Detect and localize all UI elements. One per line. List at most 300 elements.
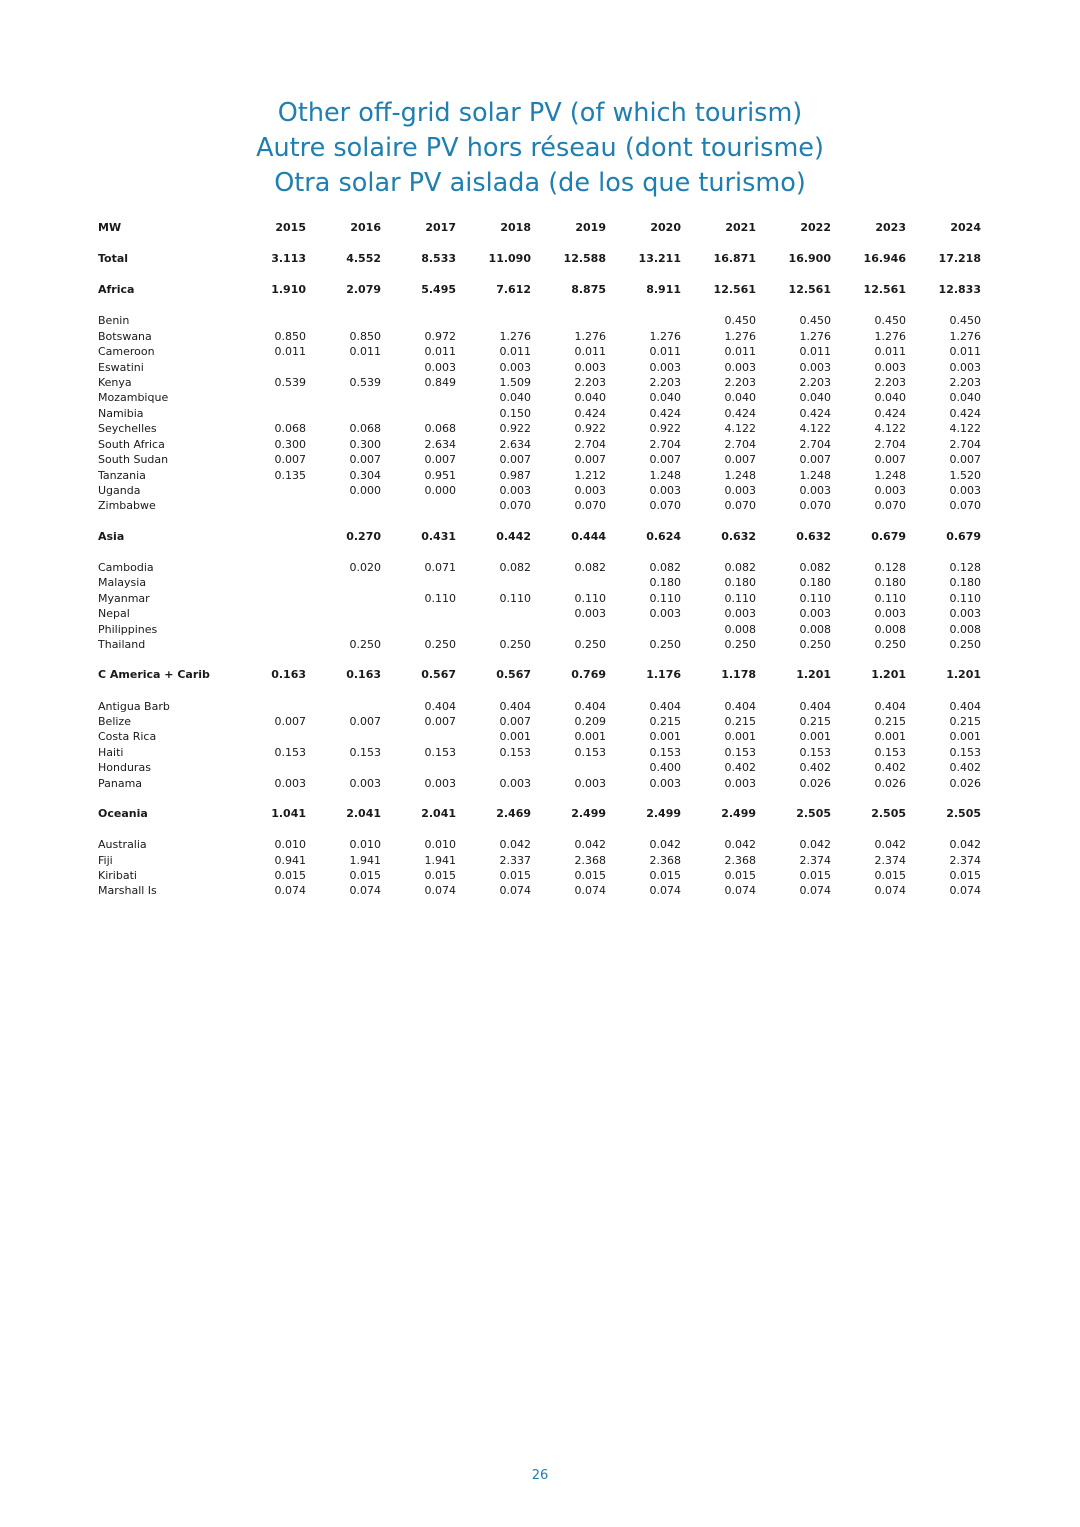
country-row-value: 0.250: [349, 638, 381, 652]
country-row-value: 0.003: [499, 776, 531, 790]
country-row-value: 0.008: [799, 622, 831, 636]
country-row-value: 1.276: [649, 329, 681, 343]
country-row-value: 2.704: [574, 437, 606, 451]
country-row-value: [381, 313, 456, 328]
country-row-value: 2.368: [724, 853, 756, 867]
country-row-value: [231, 591, 306, 606]
country-row-value: 0.042: [649, 838, 681, 852]
country-row-value: [456, 575, 531, 590]
year-header: 2016: [350, 221, 381, 234]
total-row: [98, 251, 981, 267]
country-row-value: 0.153: [799, 745, 831, 759]
country-row-value: 1.509: [499, 375, 531, 389]
country-row: [98, 837, 981, 852]
country-row-label: Eswatini: [98, 360, 144, 374]
country-row-value: 0.180: [649, 576, 681, 590]
country-row-value: 0.001: [949, 730, 981, 744]
country-row: [98, 406, 981, 421]
country-row-value: 0.424: [724, 406, 756, 420]
country-row-value: 2.374: [949, 853, 981, 867]
country-row-value: [531, 760, 606, 775]
country-row-value: [306, 359, 381, 374]
region-row-value: 0.163: [346, 668, 381, 682]
country-row-value: 0.110: [799, 591, 831, 605]
year-header: 2018: [500, 221, 531, 234]
country-row-value: 0.071: [424, 560, 456, 574]
country-row-value: 0.010: [274, 838, 306, 852]
total-row-value: 13.211: [638, 252, 681, 265]
country-row-value: 0.082: [574, 560, 606, 574]
country-row-label: Thailand: [98, 638, 146, 652]
country-row-value: 0.404: [874, 699, 906, 713]
country-row-value: [606, 313, 681, 328]
country-row-value: [306, 390, 381, 405]
spacer-row: [98, 267, 981, 282]
country-row-value: 1.248: [649, 468, 681, 482]
spacer-row: [98, 652, 981, 667]
country-row-value: 2.203: [724, 375, 756, 389]
country-row-label: Antigua Barb: [98, 699, 170, 713]
country-row-value: 0.003: [724, 360, 756, 374]
country-row: [98, 498, 981, 513]
country-row-value: 0.003: [799, 607, 831, 621]
country-row-value: [381, 760, 456, 775]
country-row-value: [231, 621, 306, 636]
country-row-value: 0.850: [274, 329, 306, 343]
region-row-value: 1.178: [721, 668, 756, 682]
country-row: [98, 390, 981, 405]
country-row-value: 0.026: [874, 776, 906, 790]
country-row-value: 0.003: [499, 360, 531, 374]
country-row-value: 0.215: [874, 714, 906, 728]
country-row-value: 0.003: [649, 776, 681, 790]
country-row-value: 4.122: [799, 422, 831, 436]
total-row-value: 4.552: [346, 252, 381, 265]
country-row-value: 1.941: [349, 853, 381, 867]
region-row-label: Oceania: [98, 806, 148, 820]
country-row-value: 0.850: [349, 329, 381, 343]
country-row-value: 0.180: [724, 576, 756, 590]
spacer-row: [98, 298, 981, 313]
country-row-value: 0.007: [499, 714, 531, 728]
country-row-label: Uganda: [98, 484, 141, 498]
country-row-value: 0.003: [649, 607, 681, 621]
country-row: [98, 637, 981, 652]
country-row-value: 1.276: [799, 329, 831, 343]
country-row-value: 0.007: [874, 453, 906, 467]
country-row-value: 0.003: [874, 360, 906, 374]
country-row-value: 0.424: [874, 406, 906, 420]
country-row-value: 2.704: [799, 437, 831, 451]
country-row-value: 0.042: [499, 838, 531, 852]
country-row-value: 2.203: [649, 375, 681, 389]
country-row-value: [306, 498, 381, 513]
title-french: Autre solaire PV hors réseau (dont tourisme): [256, 133, 824, 163]
country-row-value: 0.007: [799, 453, 831, 467]
country-row-value: 0.003: [574, 776, 606, 790]
country-row: [98, 359, 981, 374]
country-row-value: 0.404: [424, 699, 456, 713]
country-row-value: 0.250: [499, 638, 531, 652]
region-row-value: 7.612: [496, 283, 531, 296]
country-row-value: [531, 575, 606, 590]
country-row-value: 0.450: [949, 314, 981, 328]
country-row-value: 0.180: [874, 576, 906, 590]
country-row-value: 0.042: [574, 838, 606, 852]
country-row-value: [231, 698, 306, 713]
country-row-value: 0.011: [274, 345, 306, 359]
country-row-value: 0.153: [874, 745, 906, 759]
country-row: [98, 852, 981, 867]
country-row-value: 0.153: [274, 745, 306, 759]
region-row-value: [231, 529, 306, 545]
table-body: [98, 236, 981, 899]
country-row-value: 0.003: [949, 484, 981, 498]
region-row: [98, 806, 981, 822]
country-row-value: 0.010: [424, 838, 456, 852]
country-row-value: 2.203: [574, 375, 606, 389]
country-row-value: 0.007: [274, 714, 306, 728]
country-row-value: [306, 760, 381, 775]
region-row-value: 2.079: [346, 283, 381, 296]
country-row-value: 0.450: [799, 314, 831, 328]
country-row-label: Kenya: [98, 375, 132, 389]
region-row-value: 1.201: [796, 668, 831, 682]
region-row-value: 0.444: [571, 529, 606, 543]
region-row-label: Africa: [98, 283, 135, 296]
country-row-value: [231, 359, 306, 374]
region-row-value: 0.679: [946, 529, 981, 543]
country-row-value: [381, 406, 456, 421]
page-title: [0, 96, 1080, 201]
country-row-value: 0.082: [649, 560, 681, 574]
country-row-value: 0.042: [949, 838, 981, 852]
country-row-label: Philippines: [98, 622, 158, 636]
spacer-row: [98, 545, 981, 560]
spacer-row: [98, 514, 981, 529]
country-row-value: 0.011: [874, 345, 906, 359]
country-row-value: 0.128: [874, 560, 906, 574]
country-row-value: 1.276: [499, 329, 531, 343]
country-row-value: 0.424: [949, 406, 981, 420]
title-english: Other off-grid solar PV (of which tourism): [277, 98, 803, 128]
country-row: [98, 467, 981, 482]
region-row: [98, 282, 981, 298]
country-row-value: 0.015: [799, 869, 831, 883]
country-row-value: 0.972: [424, 329, 456, 343]
country-row-value: 0.000: [349, 484, 381, 498]
unit-label: MW: [98, 221, 122, 234]
country-row-value: 0.042: [874, 838, 906, 852]
total-row-label: Total: [98, 252, 129, 265]
country-row-value: 0.011: [349, 345, 381, 359]
country-row-value: 0.001: [649, 730, 681, 744]
country-row-value: 0.040: [874, 391, 906, 405]
country-row-value: 0.404: [499, 699, 531, 713]
country-row-value: 0.300: [349, 437, 381, 451]
country-row-value: 0.011: [424, 345, 456, 359]
country-row-value: 0.153: [499, 745, 531, 759]
country-row-value: 0.007: [499, 453, 531, 467]
country-row-value: 0.015: [349, 869, 381, 883]
country-row: [98, 606, 981, 621]
country-row: [98, 883, 981, 898]
country-row-value: 0.941: [274, 853, 306, 867]
country-row-value: 0.180: [949, 576, 981, 590]
country-row-value: 0.011: [499, 345, 531, 359]
country-row: [98, 760, 981, 775]
country-row-value: 0.003: [424, 776, 456, 790]
country-row: [98, 375, 981, 390]
country-row: [98, 591, 981, 606]
region-row-label: C America + Carib: [98, 668, 210, 682]
country-row-value: 0.074: [724, 884, 756, 898]
region-row-value: 2.499: [646, 806, 681, 820]
country-row-value: 0.003: [724, 776, 756, 790]
country-row-value: 0.153: [424, 745, 456, 759]
region-row-label: Asia: [98, 529, 125, 543]
country-row-label: Zimbabwe: [98, 499, 156, 513]
country-row-value: 0.003: [949, 360, 981, 374]
region-row-value: 1.041: [271, 806, 306, 820]
country-row-value: 1.212: [574, 468, 606, 482]
country-row-value: 0.135: [274, 468, 306, 482]
country-row: [98, 328, 981, 343]
region-row-value: 0.163: [271, 668, 306, 682]
country-row-value: 2.203: [949, 375, 981, 389]
country-row-value: 1.248: [874, 468, 906, 482]
country-row: [98, 776, 981, 791]
country-row-value: 0.110: [724, 591, 756, 605]
region-row-value: 0.567: [421, 668, 456, 682]
region-row-value: 12.561: [713, 283, 756, 296]
country-row-value: [231, 637, 306, 652]
country-row-value: 0.539: [349, 375, 381, 389]
spacer-row: [98, 683, 981, 698]
country-row-value: 0.110: [499, 591, 531, 605]
total-row-value: 11.090: [488, 252, 531, 265]
country-row-label: Honduras: [98, 761, 151, 775]
country-row-label: Panama: [98, 776, 143, 790]
country-row-value: 0.015: [424, 869, 456, 883]
country-row-value: 1.276: [874, 329, 906, 343]
capacity-table: [98, 220, 981, 899]
country-row-value: [231, 560, 306, 575]
country-row-value: 0.074: [349, 884, 381, 898]
country-row: [98, 698, 981, 713]
country-row-value: 0.404: [724, 699, 756, 713]
region-row-value: 1.201: [871, 668, 906, 682]
country-row-value: 0.015: [274, 869, 306, 883]
country-row-label: Kiribati: [98, 869, 137, 883]
region-row-value: 2.041: [421, 806, 456, 820]
country-row-label: Marshall Is: [98, 884, 157, 898]
country-row-value: 0.007: [574, 453, 606, 467]
country-row-value: 0.404: [799, 699, 831, 713]
country-row-value: 1.248: [799, 468, 831, 482]
country-row-value: 0.040: [949, 391, 981, 405]
region-row-value: 1.201: [946, 668, 981, 682]
country-row-value: 0.026: [949, 776, 981, 790]
country-row-value: 0.003: [349, 776, 381, 790]
country-row-value: 2.634: [499, 437, 531, 451]
country-row-label: Nepal: [98, 607, 130, 621]
country-row-label: Tanzania: [98, 468, 146, 482]
country-row-value: 0.110: [949, 591, 981, 605]
country-row-value: [306, 575, 381, 590]
country-row-value: 0.003: [499, 484, 531, 498]
country-row-value: 0.209: [574, 714, 606, 728]
country-row-value: [306, 606, 381, 621]
country-row-value: 0.110: [649, 591, 681, 605]
country-row: [98, 621, 981, 636]
year-header: 2024: [950, 221, 981, 234]
spacer-row: [98, 236, 981, 251]
country-row-value: [231, 760, 306, 775]
country-row-value: 0.003: [574, 607, 606, 621]
country-row-value: 0.003: [724, 607, 756, 621]
country-row-value: 0.110: [424, 591, 456, 605]
country-row-value: 0.424: [799, 406, 831, 420]
country-row-value: 0.015: [724, 869, 756, 883]
country-row-value: 0.001: [874, 730, 906, 744]
country-row-value: 2.704: [874, 437, 906, 451]
region-row-value: 0.769: [571, 668, 606, 682]
total-row-value: 12.588: [563, 252, 606, 265]
country-row-value: 0.153: [349, 745, 381, 759]
region-row-value: 0.431: [421, 529, 456, 543]
spacer-row: [98, 822, 981, 837]
country-row-value: 0.082: [724, 560, 756, 574]
year-header: 2019: [575, 221, 606, 234]
country-row-value: [531, 313, 606, 328]
country-row-value: [231, 406, 306, 421]
country-row-value: [456, 606, 531, 621]
country-row-label: Fiji: [98, 853, 113, 867]
country-row-value: 0.424: [574, 406, 606, 420]
country-row-value: 0.215: [724, 714, 756, 728]
country-row-value: 0.015: [874, 869, 906, 883]
country-row-value: 0.007: [349, 453, 381, 467]
region-row-value: 2.499: [721, 806, 756, 820]
region-row-value: 1.176: [646, 668, 681, 682]
country-row-value: 0.450: [724, 314, 756, 328]
country-row: [98, 421, 981, 436]
country-row-value: 0.015: [949, 869, 981, 883]
country-row: [98, 729, 981, 744]
country-row-value: [381, 606, 456, 621]
country-row-value: 0.011: [574, 345, 606, 359]
region-row-value: 2.505: [796, 806, 831, 820]
country-row-value: 0.003: [274, 776, 306, 790]
country-row-value: 0.070: [874, 499, 906, 513]
region-row-value: 0.567: [496, 668, 531, 682]
country-row-value: 0.011: [949, 345, 981, 359]
country-row-label: Belize: [98, 714, 131, 728]
country-row-value: 2.374: [874, 853, 906, 867]
region-row-value: 8.875: [571, 283, 606, 296]
country-row-value: 1.941: [424, 853, 456, 867]
country-row-value: 0.015: [649, 869, 681, 883]
region-row: [98, 667, 981, 683]
country-row-value: 0.020: [349, 560, 381, 574]
year-header: 2022: [800, 221, 831, 234]
country-row-value: 0.068: [424, 422, 456, 436]
country-row-value: 0.001: [574, 730, 606, 744]
country-row-value: 0.070: [649, 499, 681, 513]
country-row-value: 0.849: [424, 375, 456, 389]
country-row-value: 2.374: [799, 853, 831, 867]
year-header: 2015: [275, 221, 306, 234]
country-row-value: [456, 760, 531, 775]
country-row-value: 0.300: [274, 437, 306, 451]
total-row-value: 16.871: [713, 252, 756, 265]
title-spanish: Otra solar PV aislada (de los que turismo): [274, 168, 806, 198]
country-row-value: 0.250: [724, 638, 756, 652]
country-row-value: 2.704: [949, 437, 981, 451]
region-row-value: 0.632: [796, 529, 831, 543]
country-row-value: 0.215: [799, 714, 831, 728]
country-row-value: 0.008: [949, 622, 981, 636]
region-row-value: 5.495: [421, 283, 456, 296]
year-header: 2020: [650, 221, 681, 234]
country-row-value: 0.040: [574, 391, 606, 405]
country-row: [98, 313, 981, 328]
country-row-value: 0.003: [799, 360, 831, 374]
country-row-value: 0.250: [949, 638, 981, 652]
country-row-value: [381, 729, 456, 744]
region-row-value: 2.499: [571, 806, 606, 820]
country-row-value: 0.922: [499, 422, 531, 436]
country-row-value: 1.520: [949, 468, 981, 482]
country-row-value: 0.042: [799, 838, 831, 852]
country-row-label: Malaysia: [98, 576, 147, 590]
country-row-value: 0.001: [499, 730, 531, 744]
country-row-value: 0.068: [274, 422, 306, 436]
country-row-value: 0.074: [799, 884, 831, 898]
country-row-value: 0.008: [874, 622, 906, 636]
country-row-value: [306, 729, 381, 744]
region-row: [98, 529, 981, 545]
country-row-label: Namibia: [98, 406, 144, 420]
region-row-value: 8.911: [646, 283, 681, 296]
country-row-value: 0.539: [274, 375, 306, 389]
country-row-value: 1.276: [574, 329, 606, 343]
country-row: [98, 344, 981, 359]
region-row-value: 0.442: [496, 529, 531, 543]
country-row-value: 0.250: [874, 638, 906, 652]
country-row-label: Myanmar: [98, 591, 150, 605]
country-row-value: 4.122: [949, 422, 981, 436]
region-row-value: 2.505: [946, 806, 981, 820]
country-row-value: 2.337: [499, 853, 531, 867]
country-row-value: [381, 498, 456, 513]
country-row-label: Cameroon: [98, 345, 155, 359]
country-row-value: 2.203: [874, 375, 906, 389]
country-row-value: 0.026: [799, 776, 831, 790]
country-row-value: 0.070: [949, 499, 981, 513]
country-row-value: 0.074: [574, 884, 606, 898]
country-row-value: 0.007: [274, 453, 306, 467]
region-row-value: 12.561: [863, 283, 906, 296]
country-row-value: [231, 606, 306, 621]
country-row-value: [306, 621, 381, 636]
country-row-value: 0.450: [874, 314, 906, 328]
country-row: [98, 437, 981, 452]
country-row-value: [531, 621, 606, 636]
country-row-value: [381, 390, 456, 405]
country-row-value: 2.704: [724, 437, 756, 451]
